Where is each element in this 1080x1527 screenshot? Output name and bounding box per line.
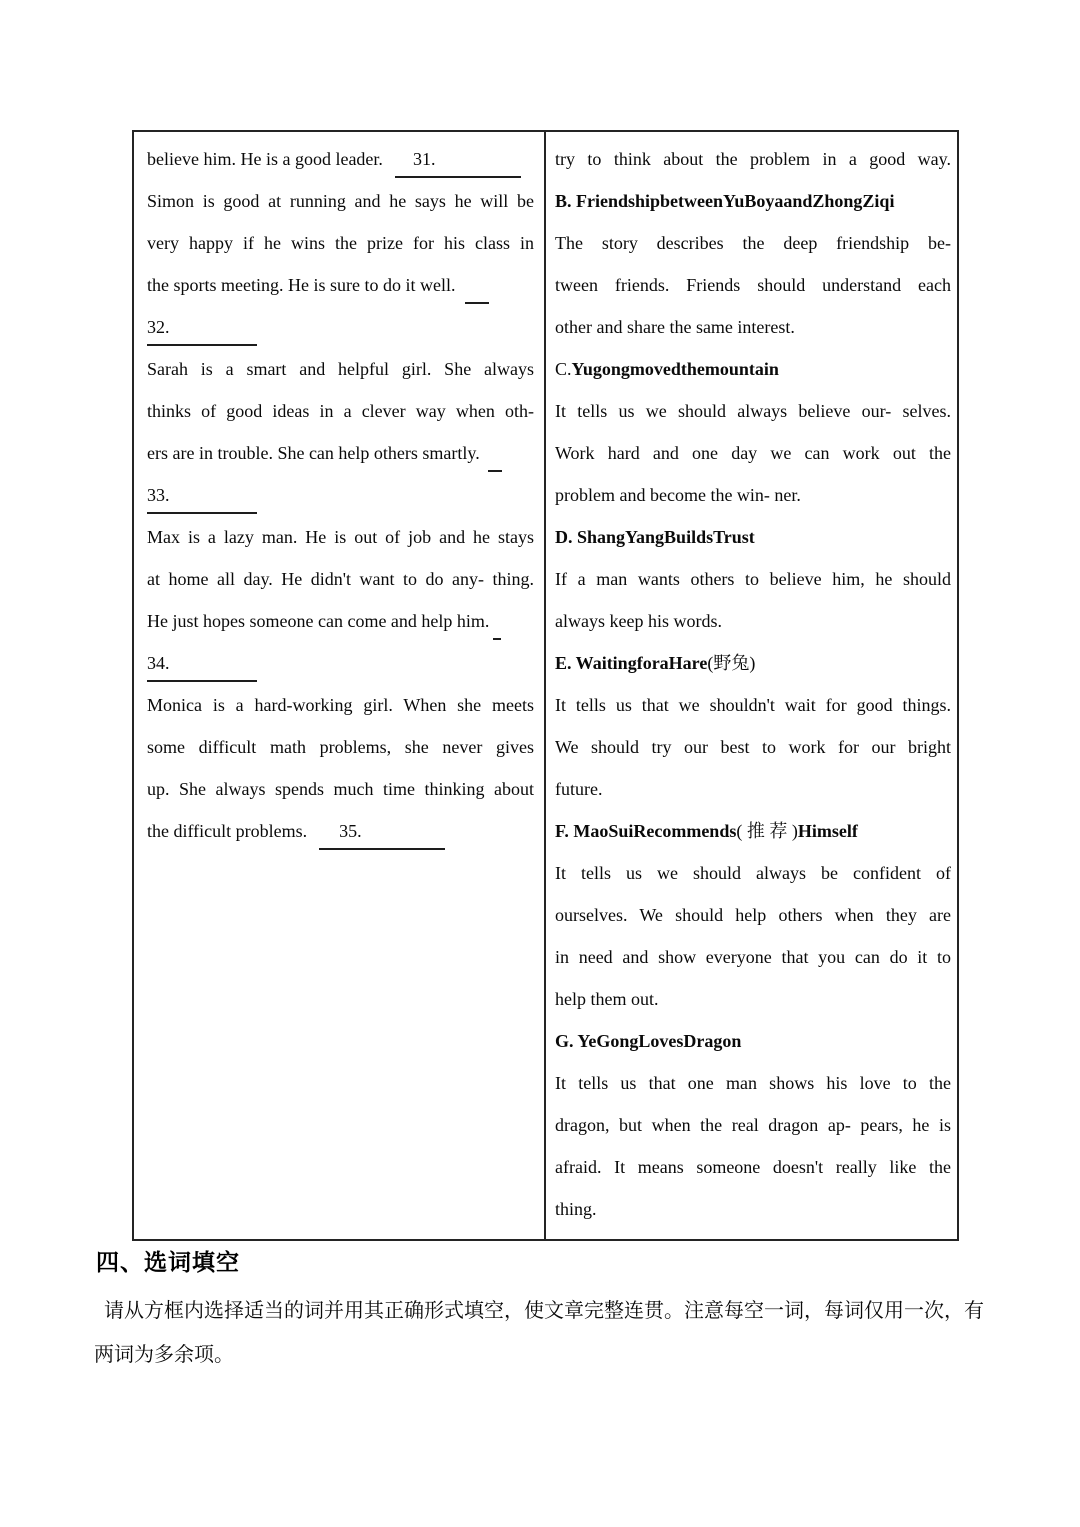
matching-exercise-table <box>132 130 959 1241</box>
text-line <box>147 810 534 852</box>
text-segment: in need and show everyone that you can do it to <box>555 947 951 967</box>
text-line <box>555 768 951 810</box>
section-instructions <box>94 1289 1024 1377</box>
text-line <box>147 432 534 474</box>
text-segment: C. <box>555 359 572 379</box>
text-line <box>555 642 951 684</box>
text-line <box>147 684 534 726</box>
text-line <box>555 936 951 978</box>
text-segment: Simon is good at running and he says he will be <box>147 191 534 211</box>
text-line <box>147 726 534 768</box>
text-line <box>147 138 534 180</box>
text-segment: believe him. He is a good leader. <box>147 149 383 169</box>
text-segment: thing. <box>555 1199 597 1219</box>
text-segment: future. <box>555 779 603 799</box>
text-line <box>555 390 951 432</box>
text-line <box>555 558 951 600</box>
text-segment: thinks of good ideas in a clever way when oth- <box>147 401 534 421</box>
text-line <box>147 558 534 600</box>
text-segment: D. ShangYangBuildsTrust <box>555 527 755 547</box>
answer-blank <box>488 436 502 472</box>
text-line <box>555 978 951 1020</box>
text-line <box>555 810 951 852</box>
text-segment: very happy if he wins the prize for his class in <box>147 233 534 253</box>
text-line <box>555 1146 951 1188</box>
instructions-line-2: 两词为多余项。 <box>94 1344 234 1366</box>
text-segment: He just hopes someone can come and help him. <box>147 611 490 631</box>
answer-blank-32: 32. <box>147 310 257 346</box>
text-line <box>147 306 534 348</box>
text-segment: at home all day. He didn't want to do any- thing. <box>147 569 534 589</box>
answer-blank-35: 35. <box>319 814 445 850</box>
answer-blank-31: 31. <box>395 142 521 178</box>
text-segment: It tells us that we shouldn't wait for good things. <box>555 695 951 715</box>
text-segment: The story describes the deep friendship be- <box>555 233 951 253</box>
text-line <box>555 684 951 726</box>
text-segment: some difficult math problems, she never gives <box>147 737 534 757</box>
text-line <box>555 432 951 474</box>
text-line <box>555 1062 951 1104</box>
answer-blank-33: 33. <box>147 478 257 514</box>
text-line <box>555 222 951 264</box>
text-line <box>147 474 534 516</box>
text-segment: It tells us we should always believe our- selves. <box>555 401 951 421</box>
text-line <box>147 264 534 306</box>
options-column <box>546 132 957 1239</box>
text-line <box>555 852 951 894</box>
text-segment: We should try our best to work for our bright <box>555 737 951 757</box>
text-segment: E. WaitingforaHare <box>555 653 708 673</box>
text-line <box>555 474 951 516</box>
text-line <box>147 390 534 432</box>
text-segment: the difficult problems. <box>147 821 308 841</box>
text-line <box>555 264 951 306</box>
text-segment: F. MaoSuiRecommends <box>555 821 737 841</box>
text-segment: Himself <box>797 821 858 841</box>
text-line <box>147 348 534 390</box>
section-heading: 四、选词填空 <box>96 1249 240 1275</box>
answer-blank-34: 34. <box>147 646 257 682</box>
text-segment: tween friends. Friends should understand each <box>555 275 951 295</box>
answer-blank <box>493 604 501 640</box>
text-line <box>147 180 534 222</box>
instructions-line-1: 请从方框内选择适当的词并用其正确形式填空，使文章完整连贯。注意每空一词，每词仅用一次，有 <box>104 1300 984 1322</box>
text-segment: Max is a lazy man. He is out of job and he stays <box>147 527 534 547</box>
section-four <box>0 1244 1080 1377</box>
text-segment: ourselves. We should help others when they are <box>555 905 951 925</box>
text-line <box>555 1104 951 1146</box>
text-segment: help them out. <box>555 989 659 1009</box>
answer-blank <box>465 268 489 304</box>
text-line <box>147 516 534 558</box>
text-segment: up. She always spends much time thinking about <box>147 779 534 799</box>
text-segment: Work hard and one day we can work out the <box>555 443 951 463</box>
text-segment: ( 推 荐 ) <box>736 821 798 841</box>
text-segment: It tells us that one man shows his love to the <box>555 1073 951 1093</box>
text-line <box>147 600 534 642</box>
text-line <box>555 516 951 558</box>
text-segment: dragon, but when the real dragon ap- pears, he is <box>555 1115 951 1135</box>
text-line <box>147 768 534 810</box>
text-line <box>555 726 951 768</box>
text-segment: afraid. It means someone doesn't really like the <box>555 1157 951 1177</box>
text-line <box>555 348 951 390</box>
text-segment: other and share the same interest. <box>555 317 795 337</box>
text-line <box>147 642 534 684</box>
text-line <box>555 138 951 180</box>
text-segment: Sarah is a smart and helpful girl. She always <box>147 359 534 379</box>
text-line <box>555 306 951 348</box>
text-line <box>555 180 951 222</box>
text-segment: Monica is a hard-working girl. When she meets <box>147 695 534 715</box>
text-line <box>555 894 951 936</box>
text-line <box>555 600 951 642</box>
text-segment: (野兔) <box>707 653 756 673</box>
text-segment: G. YeGongLovesDragon <box>555 1031 742 1051</box>
text-segment: B. FriendshipbetweenYuBoyaandZhongZiqi <box>555 191 895 211</box>
text-segment: the sports meeting. He is sure to do it well. <box>147 275 456 295</box>
text-line <box>555 1020 951 1062</box>
text-segment: try to think about the problem in a good way. <box>555 149 951 169</box>
text-line <box>555 1188 951 1230</box>
text-segment: problem and become the win- ner. <box>555 485 801 505</box>
passages-column <box>134 132 546 1239</box>
text-line <box>147 222 534 264</box>
text-segment: always keep his words. <box>555 611 722 631</box>
text-segment: Yugongmovedthemountain <box>571 359 779 379</box>
text-segment: It tells us we should always be confident of <box>555 863 951 883</box>
text-segment: ers are in trouble. She can help others smartly. <box>147 443 480 463</box>
text-segment: If a man wants others to believe him, he should <box>555 569 951 589</box>
